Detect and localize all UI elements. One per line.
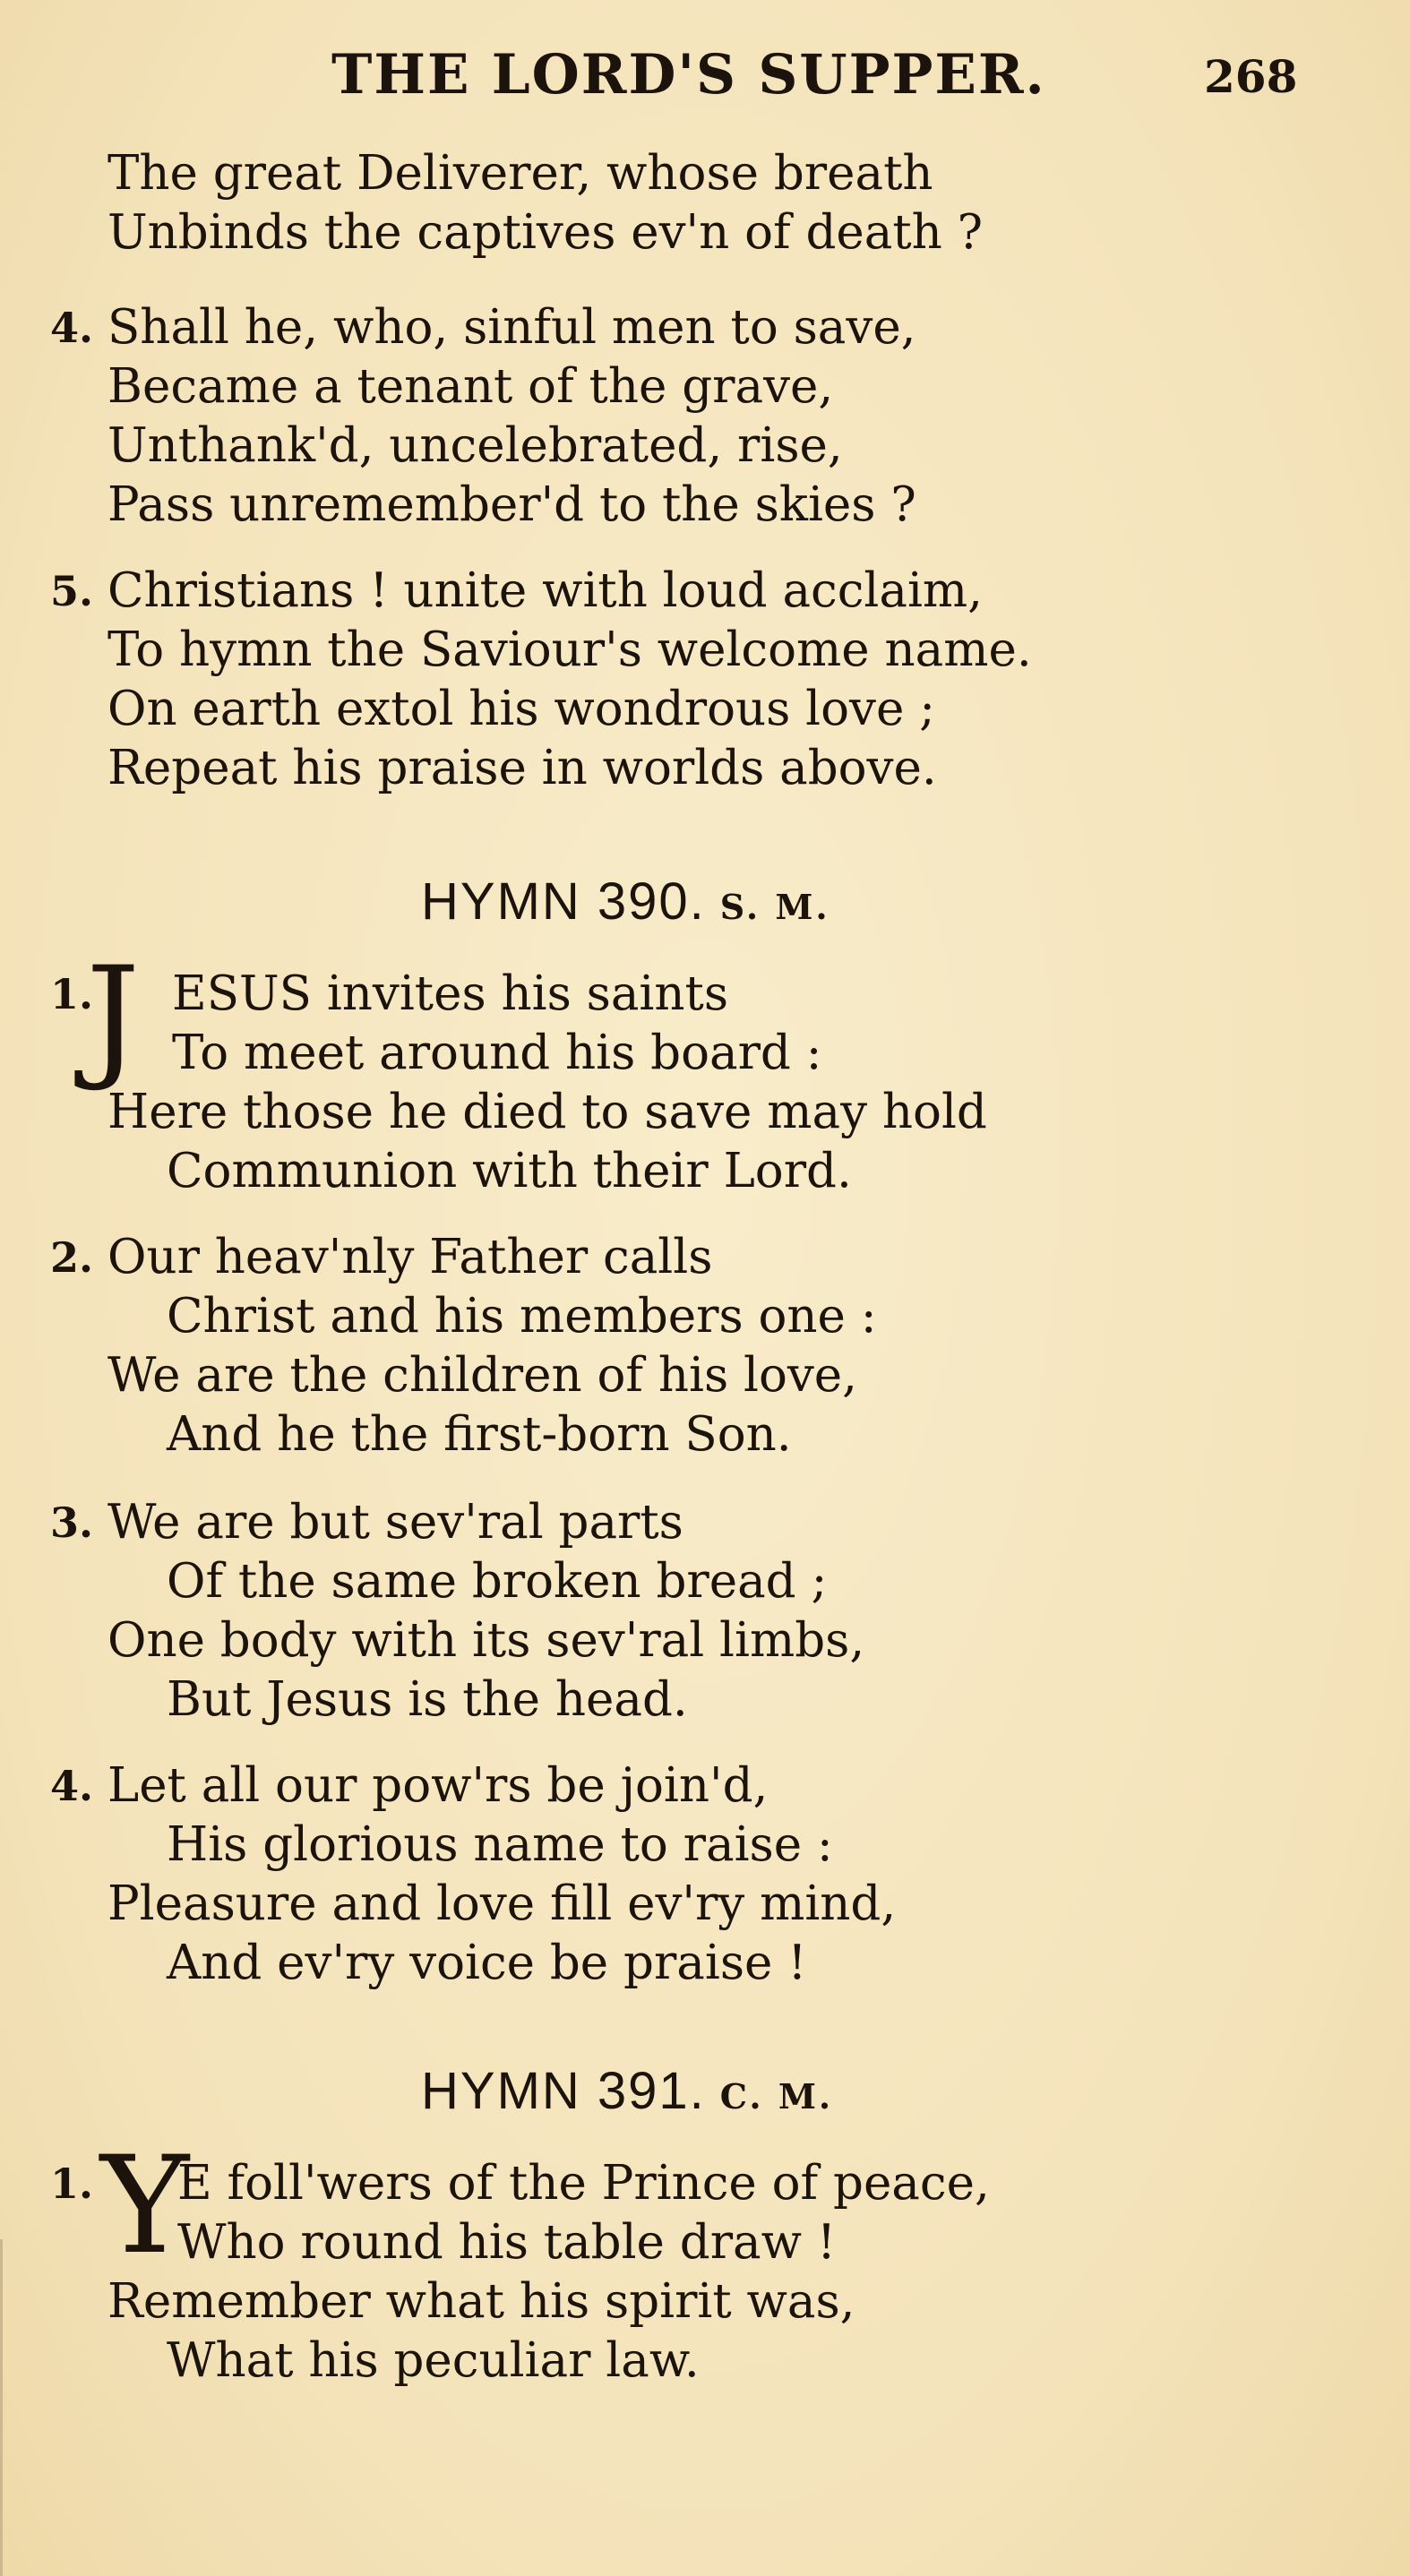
verse-number: 2.	[50, 1233, 94, 1282]
page-number: 268	[1204, 50, 1298, 103]
verse-number: 3.	[50, 1498, 94, 1547]
verse-line: Became a tenant of the grave,	[107, 359, 834, 414]
drop-cap: J	[86, 939, 141, 1095]
verse-line: E foll'wers of the Prince of peace,	[177, 2156, 990, 2211]
running-header: THE LORD'S SUPPER.	[331, 43, 1046, 107]
verse-line: And he the first-born Son.	[167, 1407, 792, 1462]
verse-number: 4.	[50, 1762, 94, 1810]
verse-line: We are the children of his love,	[107, 1348, 858, 1403]
hymn-390-heading	[421, 871, 830, 939]
verse-line: Christ and his members one :	[167, 1289, 877, 1344]
verse-line: To meet around his board :	[172, 1026, 822, 1080]
verse-number: 4.	[50, 304, 94, 352]
hymn-391-heading	[421, 2060, 833, 2128]
hymn-title: HYMN 390.	[421, 872, 706, 931]
verse-line: Shall he, who, sinful men to save,	[107, 300, 916, 355]
verse-line: One body with its sev'ral limbs,	[107, 1613, 865, 1668]
verse-line: ESUS invites his saints	[172, 966, 729, 1021]
verse-line: Pass unremember'd to the skies ?	[107, 477, 916, 532]
continuation-line: The great Deliverer, whose breath	[107, 146, 933, 201]
verse-number: 1.	[50, 2160, 94, 2208]
verse-line: Repeat his praise in worlds above.	[107, 741, 937, 795]
verse-line: Here those he died to save may hold	[107, 1085, 987, 1139]
verse-line: His glorious name to raise :	[167, 1817, 833, 1872]
verse-line: Pleasure and love fill ev'ry mind,	[107, 1876, 897, 1931]
verse-line: Who round his table draw !	[177, 2215, 837, 2270]
verse-number: 5.	[50, 567, 94, 615]
page-edge	[0, 2239, 12, 2576]
verse-line: But Jesus is the head.	[167, 1672, 688, 1727]
verse-line: Unthank'd, uncelebrated, rise,	[107, 418, 843, 473]
continuation-line: Unbinds the captives ev'n of death ?	[107, 205, 984, 260]
verse-line: Communion with their Lord.	[167, 1144, 852, 1198]
verse-line: To hymn the Saviour's welcome name.	[107, 623, 1032, 677]
hymn-title: HYMN 391.	[421, 2062, 706, 2120]
verse-line: Let all our pow'rs be join'd,	[107, 1758, 769, 1813]
drop-cap: Y	[100, 2128, 190, 2284]
verse-number: 1.	[50, 970, 94, 1018]
verse-line: Remember what his spirit was,	[107, 2274, 855, 2329]
verse-line: Of the same broken bread ;	[167, 1554, 828, 1609]
hymn-meter: S. M.	[719, 887, 830, 927]
verse-line: Christians ! unite with loud acclaim,	[107, 563, 984, 618]
verse-line: And ev'ry voice be praise !	[167, 1936, 807, 1990]
verse-line: We are but sev'ral parts	[107, 1495, 684, 1550]
hymn-meter: C. M.	[719, 2076, 834, 2117]
verse-line: Our heav'nly Father calls	[107, 1230, 713, 1284]
verse-line: What his peculiar law.	[167, 2333, 700, 2388]
verse-line: On earth extol his wondrous love ;	[107, 682, 936, 736]
